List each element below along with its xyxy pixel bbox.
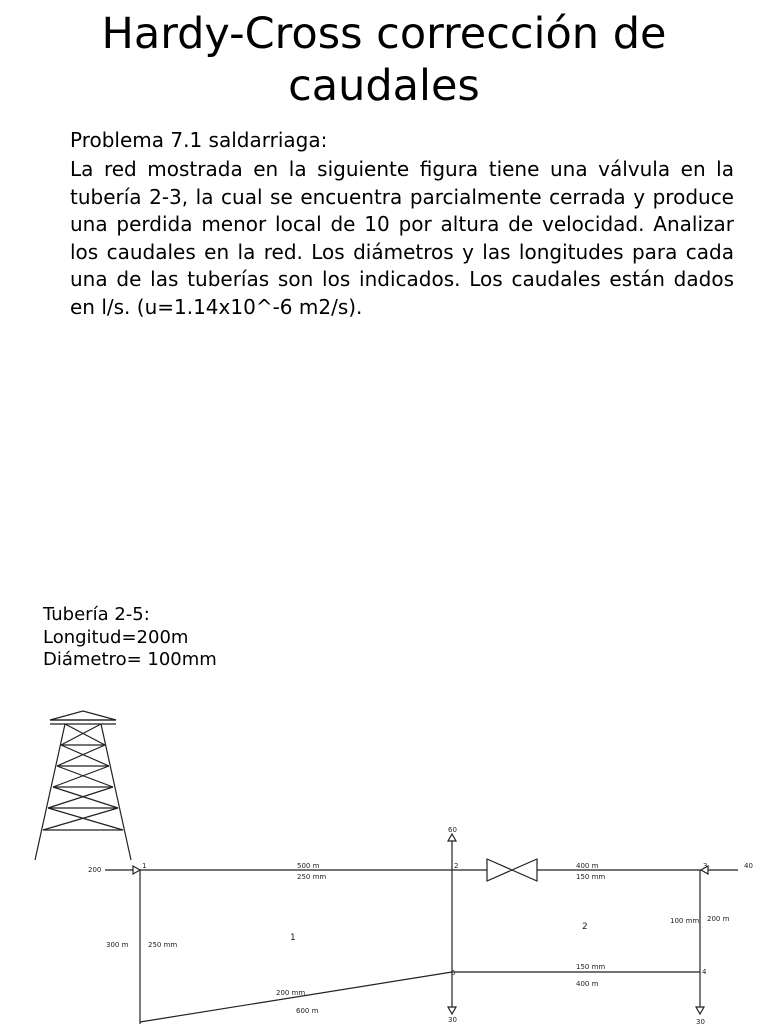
pipe-3-4-diameter: 100 mm [670, 917, 700, 925]
node-3-label: 3 [703, 862, 708, 870]
pipe-5-4-diameter: 150 mm [576, 963, 606, 971]
pipe-2-5-title: Tubería 2-5: [43, 604, 150, 625]
node-2-label: 2 [454, 862, 459, 870]
pipe-bottom-length: 600 m [296, 1007, 319, 1015]
pipe-2-3-length: 400 m [576, 862, 599, 870]
pipe-2-5-length: Longitud=200m [43, 626, 189, 648]
flow-out-5-label: 30 [448, 1016, 457, 1024]
arrow-out-2-icon [448, 834, 456, 841]
page-title: Hardy-Cross corrección de caudales [101, 9, 667, 111]
arrow-out-5-icon [448, 1007, 456, 1014]
pipe-3-4-length: 200 m [707, 915, 730, 923]
node-1-label: 1 [142, 862, 147, 870]
loop-1-label: 1 [290, 933, 296, 943]
pipe-1-2-diameter: 250 mm [297, 873, 327, 881]
pipe-left-diameter: 250 mm [148, 941, 178, 949]
pipe-1-2-length: 500 m [297, 862, 320, 870]
pipe-5-4-length: 400 m [576, 980, 599, 988]
flow-in-3-label: 40 [744, 862, 753, 870]
pipe-2-5-info [43, 604, 217, 672]
flow-out-4-label: 30 [696, 1018, 705, 1024]
pipe-network-diagram [0, 700, 768, 1024]
water-tower-icon [35, 711, 131, 860]
valve-icon [487, 859, 537, 881]
loop-2-label: 2 [582, 922, 588, 932]
node-5-label: 5 [451, 969, 456, 977]
problem-heading: Problema 7.1 saldarriaga: [70, 128, 328, 152]
pipe-2-5-diameter: Diámetro= 100mm [43, 649, 217, 670]
pipe-bottom-diameter: 200 mm [276, 989, 306, 997]
flow-out-2-label: 60 [448, 826, 457, 834]
pipe-2-3-diameter: 150 mm [576, 873, 606, 881]
pipe-left-length: 300 m [106, 941, 129, 949]
flow-in-1-label: 200 [88, 866, 102, 874]
arrow-out-4-icon [696, 1007, 704, 1014]
arrow-in-1-icon [133, 866, 140, 874]
problem-statement: La red mostrada en la siguiente figura tiene una válvula en la tubería 2-3, la cual se encuentra parcialmente cerrada y produce una perdida menor local de 10 por altura de velocidad. Analizar los caudales en la red. Los diámetros y las longitudes para cada una de las tuberías son los indicados. Los caudales están dados en l/s. (u=1.14x10^-6 m2/s). [70, 157, 734, 319]
node-4-label: 4 [702, 968, 707, 976]
